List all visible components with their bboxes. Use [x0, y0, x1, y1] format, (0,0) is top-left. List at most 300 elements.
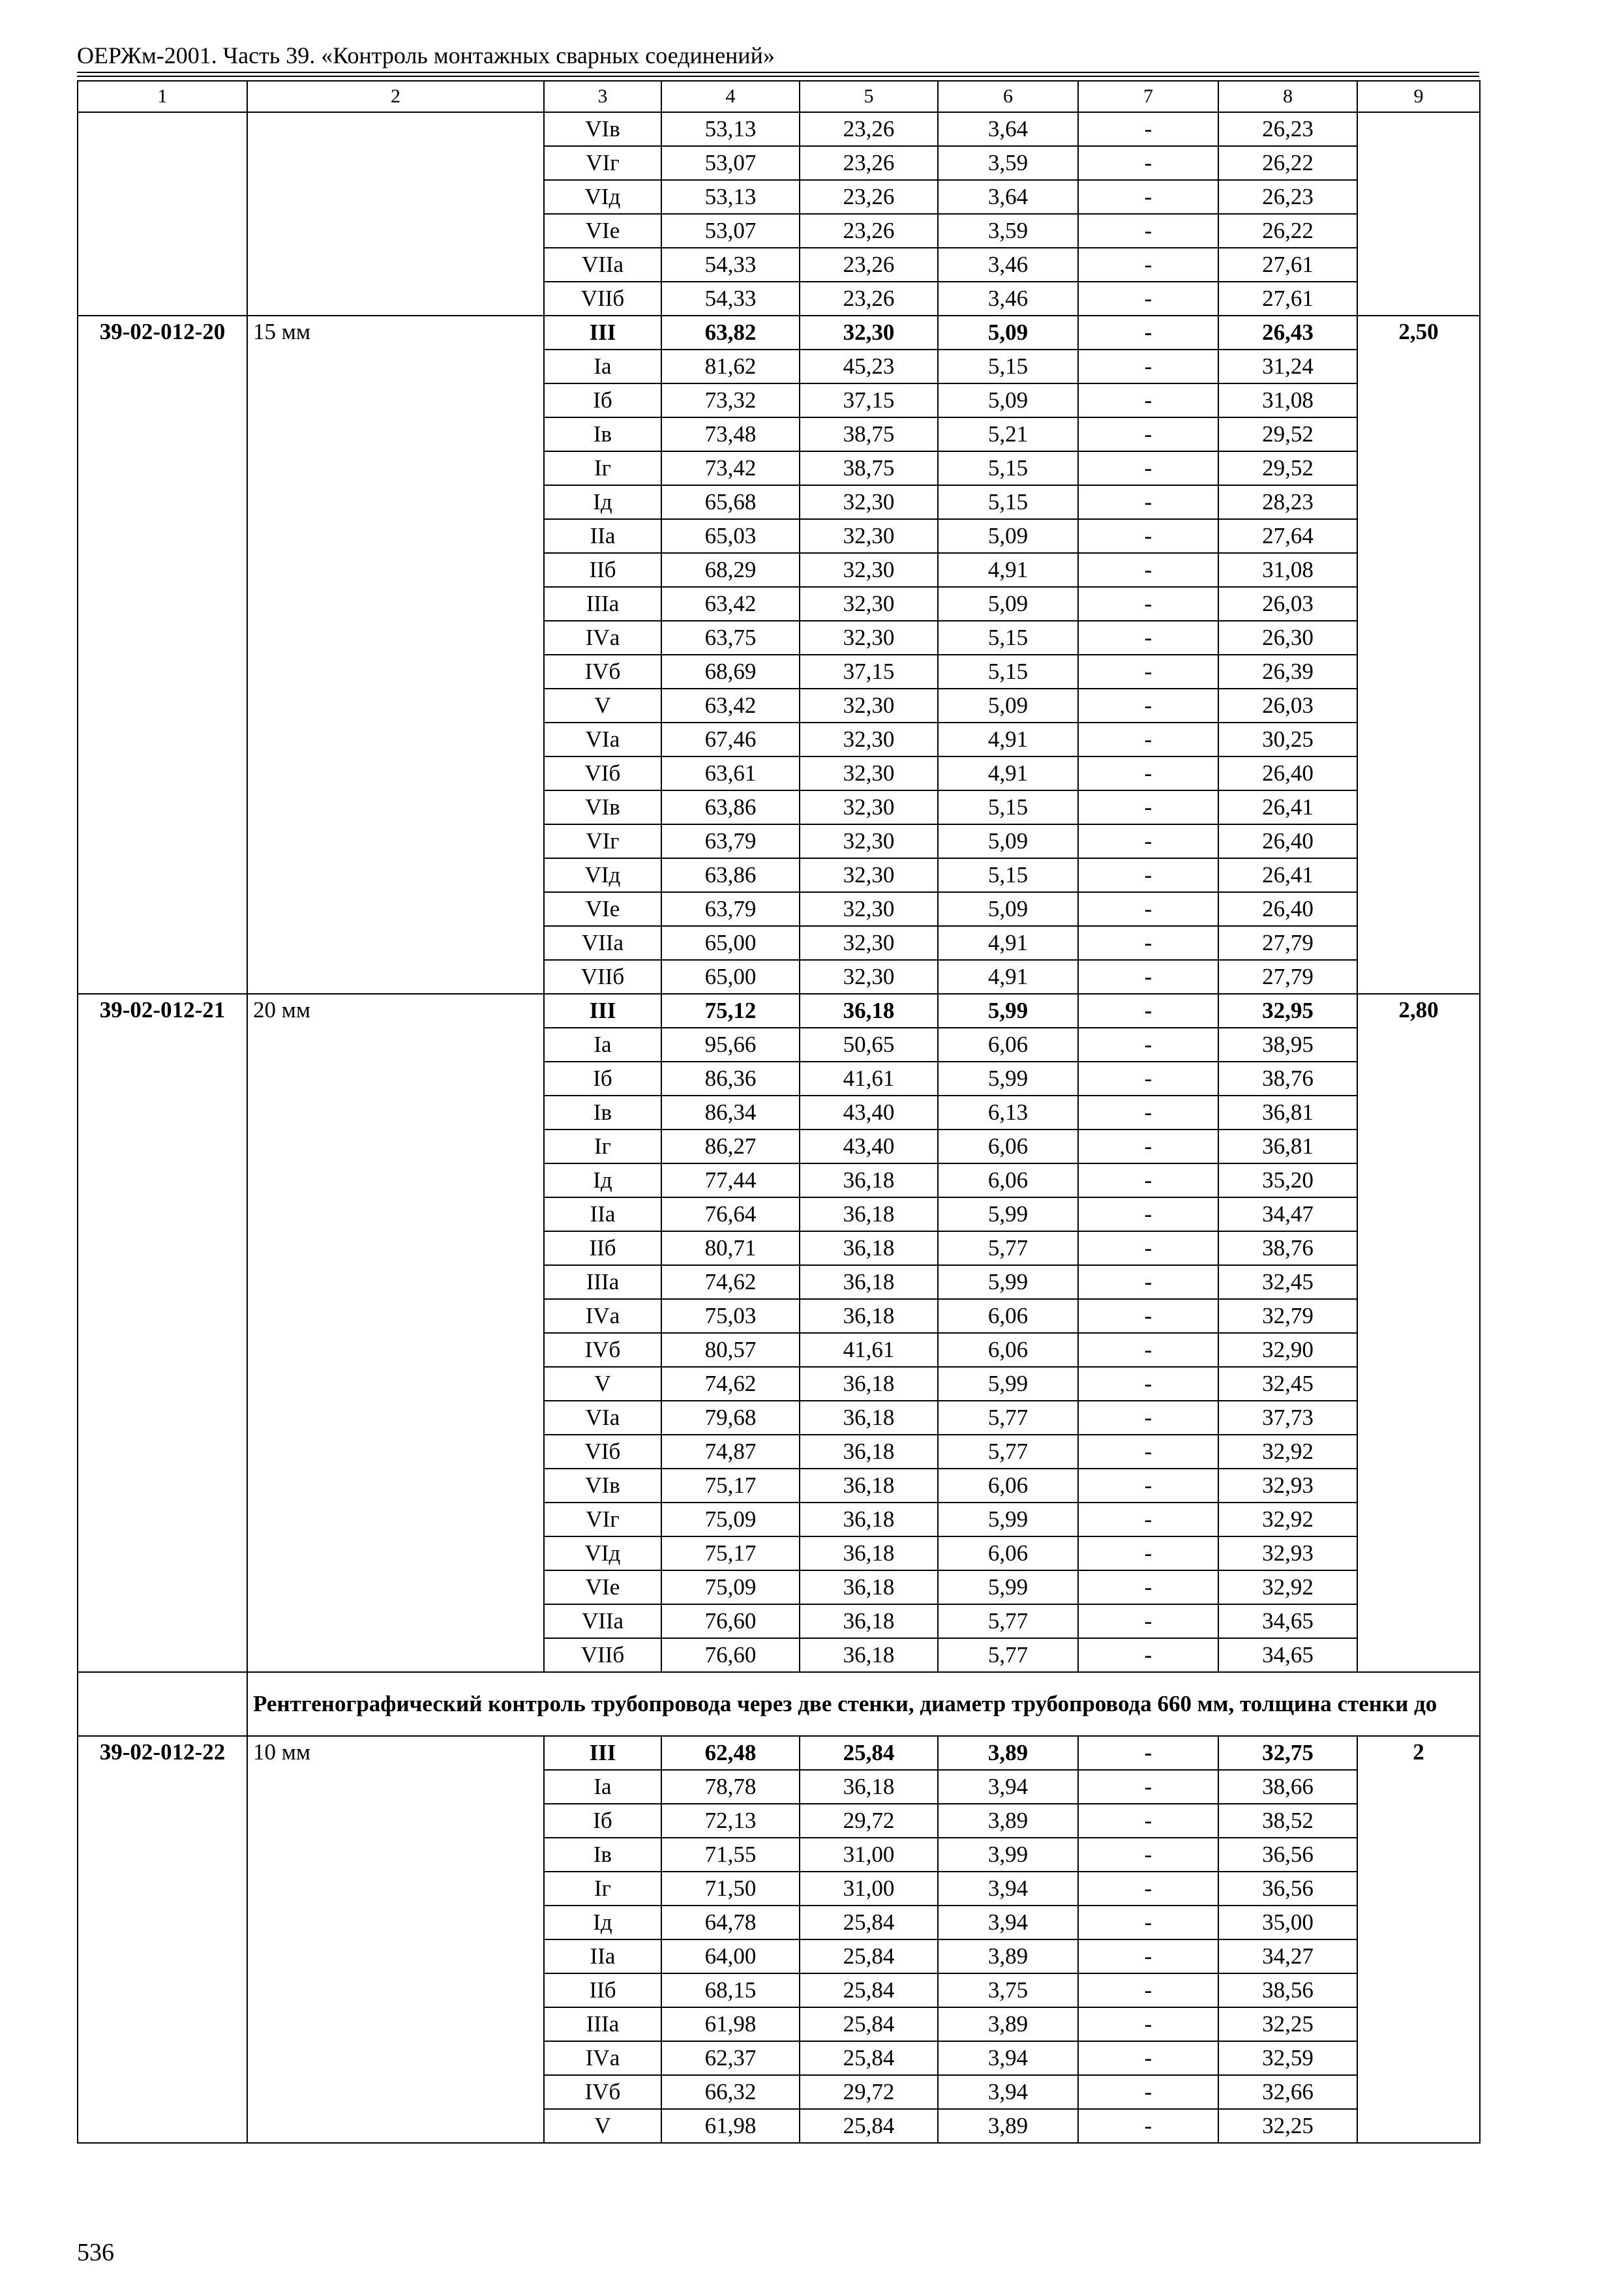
- value-cell: 5,09: [938, 587, 1078, 621]
- category-cell: VIг: [544, 824, 661, 858]
- value-cell: 5,77: [938, 1604, 1078, 1638]
- value-cell: -: [1078, 1163, 1218, 1197]
- value-cell: 63,42: [661, 587, 800, 621]
- value-cell: 4,91: [938, 926, 1078, 960]
- value-cell: 36,18: [800, 1469, 938, 1503]
- value-cell: 5,09: [938, 824, 1078, 858]
- value-cell: 38,76: [1218, 1062, 1357, 1096]
- value-cell: 50,65: [800, 1028, 938, 1062]
- value-cell: 79,68: [661, 1401, 800, 1435]
- value-cell: 5,15: [938, 451, 1078, 485]
- value-cell: -: [1078, 214, 1218, 248]
- value-cell: 5,99: [938, 1062, 1078, 1096]
- value-cell: 32,45: [1218, 1265, 1357, 1299]
- value-cell: -: [1078, 1062, 1218, 1096]
- value-cell: -: [1078, 1367, 1218, 1401]
- value-cell: -: [1078, 180, 1218, 214]
- category-cell: Iг: [544, 1872, 661, 1906]
- value-cell: 5,15: [938, 655, 1078, 689]
- category-cell: Iв: [544, 417, 661, 451]
- value-cell: 75,09: [661, 1503, 800, 1536]
- value-cell: 32,92: [1218, 1570, 1357, 1604]
- value-cell: 32,95: [1218, 994, 1357, 1028]
- value-cell: 6,13: [938, 1096, 1078, 1130]
- value-cell: 6,06: [938, 1469, 1078, 1503]
- value-cell: 6,06: [938, 1163, 1078, 1197]
- value-cell: 5,77: [938, 1231, 1078, 1265]
- value-cell: 32,59: [1218, 2041, 1357, 2075]
- value-cell: 74,87: [661, 1435, 800, 1469]
- category-cell: IVб: [544, 655, 661, 689]
- header-rule: [77, 72, 1479, 73]
- category-cell: IIа: [544, 519, 661, 553]
- category-cell: III: [544, 316, 661, 350]
- value-cell: 26,03: [1218, 689, 1357, 723]
- value-cell: 75,12: [661, 994, 800, 1028]
- code-cell: 39-02-012-22: [78, 1736, 247, 2143]
- category-cell: VIб: [544, 1435, 661, 1469]
- page-header: ОЕРЖм-2001. Часть 39. «Контроль монтажных сварных соединений»: [77, 42, 775, 68]
- value-cell: 38,75: [800, 451, 938, 485]
- value-cell: 38,66: [1218, 1770, 1357, 1804]
- code-cell: 39-02-012-21: [78, 994, 247, 1672]
- category-cell: IIIа: [544, 1265, 661, 1299]
- value-cell: 5,15: [938, 485, 1078, 519]
- value-cell: 23,26: [800, 146, 938, 180]
- category-cell: Iа: [544, 1028, 661, 1062]
- thickness-cell: 20 мм: [247, 994, 544, 1672]
- value-cell: 5,99: [938, 994, 1078, 1028]
- value-cell: 5,77: [938, 1638, 1078, 1672]
- value-cell: 68,69: [661, 655, 800, 689]
- value-cell: 86,34: [661, 1096, 800, 1130]
- value-cell: 29,52: [1218, 451, 1357, 485]
- value-cell: 5,99: [938, 1367, 1078, 1401]
- value-cell: 5,99: [938, 1265, 1078, 1299]
- value-cell: 34,47: [1218, 1197, 1357, 1231]
- value-cell: 80,71: [661, 1231, 800, 1265]
- value-cell: -: [1078, 858, 1218, 892]
- value-cell: 86,27: [661, 1130, 800, 1163]
- category-cell: VIв: [544, 1469, 661, 1503]
- value-cell: 27,61: [1218, 282, 1357, 316]
- value-cell: 23,26: [800, 112, 938, 146]
- value-cell: 76,64: [661, 1197, 800, 1231]
- table-row: [78, 994, 1480, 1028]
- value-cell: 26,40: [1218, 756, 1357, 790]
- value-cell: 26,40: [1218, 824, 1357, 858]
- category-cell: V: [544, 689, 661, 723]
- value-cell: 32,30: [800, 689, 938, 723]
- category-cell: VIв: [544, 112, 661, 146]
- value-cell: 26,30: [1218, 621, 1357, 655]
- category-cell: Iд: [544, 1906, 661, 1939]
- value-cell: -: [1078, 553, 1218, 587]
- value-cell: -: [1078, 1838, 1218, 1872]
- value-cell: 36,18: [800, 1367, 938, 1401]
- category-cell: IIа: [544, 1197, 661, 1231]
- value-cell: -: [1078, 587, 1218, 621]
- category-cell: VIIа: [544, 926, 661, 960]
- value-cell: 36,18: [800, 1401, 938, 1435]
- category-cell: Iв: [544, 1096, 661, 1130]
- value-cell: 65,00: [661, 960, 800, 994]
- value-cell: 3,64: [938, 180, 1078, 214]
- value-cell: -: [1078, 1028, 1218, 1062]
- value-cell: -: [1078, 1096, 1218, 1130]
- value-cell: -: [1078, 1570, 1218, 1604]
- value-cell: 34,65: [1218, 1638, 1357, 1672]
- section-heading-row: [78, 1672, 1480, 1736]
- category-cell: Iг: [544, 1130, 661, 1163]
- value-cell: 43,40: [800, 1096, 938, 1130]
- value-cell: 32,25: [1218, 2007, 1357, 2041]
- value-cell: 5,09: [938, 316, 1078, 350]
- value-cell: 34,65: [1218, 1604, 1357, 1638]
- thickness-cell: [247, 112, 544, 316]
- value-cell: 64,78: [661, 1906, 800, 1939]
- column-header: 7: [1078, 81, 1218, 112]
- value-cell: 5,21: [938, 417, 1078, 451]
- value-cell: 23,26: [800, 180, 938, 214]
- value-cell: 32,30: [800, 858, 938, 892]
- value-cell: 5,77: [938, 1435, 1078, 1469]
- category-cell: Iа: [544, 1770, 661, 1804]
- value-cell: 32,93: [1218, 1536, 1357, 1570]
- value-cell: -: [1078, 1503, 1218, 1536]
- value-cell: -: [1078, 994, 1218, 1028]
- value-cell: 32,30: [800, 316, 938, 350]
- value-cell: 3,94: [938, 2075, 1078, 2109]
- value-cell: 37,15: [800, 655, 938, 689]
- value-cell: 29,72: [800, 1804, 938, 1838]
- category-cell: III: [544, 1736, 661, 1770]
- value-cell: 5,09: [938, 892, 1078, 926]
- value-cell: 3,59: [938, 214, 1078, 248]
- value-cell: 76,60: [661, 1638, 800, 1672]
- value-cell: 32,92: [1218, 1435, 1357, 1469]
- value-cell: 45,23: [800, 350, 938, 383]
- value-cell: 65,00: [661, 926, 800, 960]
- value-cell: 5,15: [938, 858, 1078, 892]
- column-header: 5: [800, 81, 938, 112]
- value-cell: 61,98: [661, 2109, 800, 2143]
- value-cell: 3,46: [938, 248, 1078, 282]
- value-cell: 68,15: [661, 1973, 800, 2007]
- value-cell: -: [1078, 485, 1218, 519]
- value-cell: 3,89: [938, 1939, 1078, 1973]
- empty-cell: [78, 1672, 247, 1736]
- value-cell: 26,41: [1218, 858, 1357, 892]
- category-cell: IVа: [544, 1299, 661, 1333]
- col9-cell: 2,50: [1357, 316, 1480, 994]
- value-cell: 32,75: [1218, 1736, 1357, 1770]
- value-cell: 78,78: [661, 1770, 800, 1804]
- value-cell: -: [1078, 824, 1218, 858]
- value-cell: 3,99: [938, 1838, 1078, 1872]
- value-cell: 4,91: [938, 723, 1078, 756]
- value-cell: 25,84: [800, 2007, 938, 2041]
- value-cell: 32,25: [1218, 2109, 1357, 2143]
- value-cell: 67,46: [661, 723, 800, 756]
- category-cell: VIд: [544, 1536, 661, 1570]
- category-cell: IIIа: [544, 2007, 661, 2041]
- value-cell: -: [1078, 1536, 1218, 1570]
- col9-cell: 2: [1357, 1736, 1480, 2143]
- value-cell: -: [1078, 1265, 1218, 1299]
- value-cell: 32,30: [800, 519, 938, 553]
- value-cell: 4,91: [938, 756, 1078, 790]
- value-cell: 25,84: [800, 1906, 938, 1939]
- value-cell: 36,18: [800, 1435, 938, 1469]
- value-cell: 4,91: [938, 553, 1078, 587]
- value-cell: 66,32: [661, 2075, 800, 2109]
- value-cell: 27,61: [1218, 248, 1357, 282]
- value-cell: 23,26: [800, 214, 938, 248]
- value-cell: 32,90: [1218, 1333, 1357, 1367]
- value-cell: 72,13: [661, 1804, 800, 1838]
- category-cell: Iб: [544, 1062, 661, 1096]
- value-cell: 25,84: [800, 1939, 938, 1973]
- value-cell: 73,42: [661, 451, 800, 485]
- value-cell: -: [1078, 621, 1218, 655]
- value-cell: 31,08: [1218, 553, 1357, 587]
- table-row: [78, 316, 1480, 350]
- value-cell: 32,30: [800, 756, 938, 790]
- value-cell: 38,52: [1218, 1804, 1357, 1838]
- value-cell: -: [1078, 519, 1218, 553]
- code-cell: 39-02-012-20: [78, 316, 247, 994]
- value-cell: 75,17: [661, 1469, 800, 1503]
- value-cell: 95,66: [661, 1028, 800, 1062]
- value-cell: -: [1078, 1299, 1218, 1333]
- value-cell: 5,15: [938, 790, 1078, 824]
- value-cell: 28,23: [1218, 485, 1357, 519]
- value-cell: 6,06: [938, 1536, 1078, 1570]
- value-cell: 36,18: [800, 1299, 938, 1333]
- column-header-row: [78, 81, 1480, 112]
- value-cell: 62,48: [661, 1736, 800, 1770]
- value-cell: 6,06: [938, 1028, 1078, 1062]
- value-cell: 5,15: [938, 621, 1078, 655]
- code-cell: [78, 112, 247, 316]
- value-cell: 86,36: [661, 1062, 800, 1096]
- value-cell: 53,07: [661, 214, 800, 248]
- value-cell: -: [1078, 960, 1218, 994]
- value-cell: 5,09: [938, 383, 1078, 417]
- value-cell: 32,45: [1218, 1367, 1357, 1401]
- value-cell: 27,64: [1218, 519, 1357, 553]
- value-cell: 26,22: [1218, 146, 1357, 180]
- value-cell: -: [1078, 1333, 1218, 1367]
- category-cell: IVб: [544, 1333, 661, 1367]
- value-cell: -: [1078, 1231, 1218, 1265]
- category-cell: IIб: [544, 1231, 661, 1265]
- category-cell: VIIа: [544, 1604, 661, 1638]
- value-cell: 32,30: [800, 553, 938, 587]
- value-cell: -: [1078, 1638, 1218, 1672]
- category-cell: VIг: [544, 1503, 661, 1536]
- value-cell: 6,06: [938, 1299, 1078, 1333]
- value-cell: 31,00: [800, 1838, 938, 1872]
- value-cell: 75,09: [661, 1570, 800, 1604]
- value-cell: 25,84: [800, 2041, 938, 2075]
- value-cell: 71,50: [661, 1872, 800, 1906]
- value-cell: 27,79: [1218, 960, 1357, 994]
- section-heading: Рентгенографический контроль трубопровода через две стенки, диаметр трубопровода 660 мм, толщина стенки до: [247, 1672, 1480, 1736]
- category-cell: IVб: [544, 2075, 661, 2109]
- category-cell: IVа: [544, 621, 661, 655]
- thickness-cell: 15 мм: [247, 316, 544, 994]
- value-cell: -: [1078, 1770, 1218, 1804]
- value-cell: 63,82: [661, 316, 800, 350]
- category-cell: VIг: [544, 146, 661, 180]
- category-cell: VIб: [544, 756, 661, 790]
- value-cell: 32,30: [800, 790, 938, 824]
- value-cell: 36,18: [800, 1503, 938, 1536]
- value-cell: -: [1078, 892, 1218, 926]
- rates-table: [77, 80, 1481, 2144]
- value-cell: 26,23: [1218, 180, 1357, 214]
- value-cell: 54,33: [661, 248, 800, 282]
- column-header: 4: [661, 81, 800, 112]
- category-cell: VIе: [544, 892, 661, 926]
- value-cell: 36,18: [800, 1536, 938, 1570]
- value-cell: -: [1078, 146, 1218, 180]
- value-cell: 35,20: [1218, 1163, 1357, 1197]
- category-cell: IIа: [544, 1939, 661, 1973]
- value-cell: 3,89: [938, 1804, 1078, 1838]
- value-cell: 38,75: [800, 417, 938, 451]
- value-cell: 74,62: [661, 1265, 800, 1299]
- value-cell: 76,60: [661, 1604, 800, 1638]
- value-cell: 3,89: [938, 2007, 1078, 2041]
- value-cell: 81,62: [661, 350, 800, 383]
- value-cell: 53,13: [661, 180, 800, 214]
- value-cell: 30,25: [1218, 723, 1357, 756]
- category-cell: VIв: [544, 790, 661, 824]
- value-cell: 77,44: [661, 1163, 800, 1197]
- value-cell: 36,18: [800, 1163, 938, 1197]
- value-cell: -: [1078, 282, 1218, 316]
- value-cell: -: [1078, 689, 1218, 723]
- value-cell: 63,42: [661, 689, 800, 723]
- header-rule: [77, 76, 1479, 77]
- value-cell: 63,61: [661, 756, 800, 790]
- category-cell: VIIб: [544, 960, 661, 994]
- value-cell: -: [1078, 451, 1218, 485]
- category-cell: Iд: [544, 485, 661, 519]
- table-body: [78, 81, 1480, 2143]
- category-cell: Iг: [544, 451, 661, 485]
- value-cell: 5,99: [938, 1503, 1078, 1536]
- value-cell: -: [1078, 2007, 1218, 2041]
- value-cell: 32,30: [800, 587, 938, 621]
- category-cell: VIе: [544, 1570, 661, 1604]
- column-header: 2: [247, 81, 544, 112]
- value-cell: 32,30: [800, 723, 938, 756]
- category-cell: Iб: [544, 383, 661, 417]
- value-cell: 25,84: [800, 1736, 938, 1770]
- value-cell: -: [1078, 1872, 1218, 1906]
- category-cell: VIIа: [544, 248, 661, 282]
- value-cell: 36,56: [1218, 1838, 1357, 1872]
- value-cell: -: [1078, 723, 1218, 756]
- category-cell: IIIа: [544, 587, 661, 621]
- value-cell: -: [1078, 756, 1218, 790]
- value-cell: 36,81: [1218, 1130, 1357, 1163]
- value-cell: -: [1078, 1435, 1218, 1469]
- value-cell: 32,30: [800, 926, 938, 960]
- value-cell: 3,59: [938, 146, 1078, 180]
- value-cell: -: [1078, 417, 1218, 451]
- table-row: [78, 112, 1480, 146]
- value-cell: -: [1078, 1604, 1218, 1638]
- value-cell: -: [1078, 1804, 1218, 1838]
- value-cell: 54,33: [661, 282, 800, 316]
- value-cell: 75,17: [661, 1536, 800, 1570]
- value-cell: -: [1078, 2041, 1218, 2075]
- value-cell: 71,55: [661, 1838, 800, 1872]
- category-cell: VIа: [544, 1401, 661, 1435]
- thickness-cell: 10 мм: [247, 1736, 544, 2143]
- value-cell: 35,00: [1218, 1906, 1357, 1939]
- category-cell: III: [544, 994, 661, 1028]
- value-cell: -: [1078, 350, 1218, 383]
- category-cell: IIб: [544, 553, 661, 587]
- category-cell: VIа: [544, 723, 661, 756]
- value-cell: -: [1078, 790, 1218, 824]
- value-cell: -: [1078, 1197, 1218, 1231]
- value-cell: -: [1078, 926, 1218, 960]
- value-cell: -: [1078, 1401, 1218, 1435]
- category-cell: IIб: [544, 1973, 661, 2007]
- category-cell: V: [544, 1367, 661, 1401]
- value-cell: 43,40: [800, 1130, 938, 1163]
- value-cell: 29,72: [800, 2075, 938, 2109]
- value-cell: 6,06: [938, 1333, 1078, 1367]
- category-cell: V: [544, 2109, 661, 2143]
- column-header: 6: [938, 81, 1078, 112]
- category-cell: VIIб: [544, 282, 661, 316]
- category-cell: Iд: [544, 1163, 661, 1197]
- value-cell: 26,43: [1218, 316, 1357, 350]
- category-cell: VIд: [544, 180, 661, 214]
- value-cell: 37,15: [800, 383, 938, 417]
- value-cell: -: [1078, 1469, 1218, 1503]
- value-cell: -: [1078, 383, 1218, 417]
- value-cell: 32,66: [1218, 2075, 1357, 2109]
- value-cell: 36,18: [800, 1197, 938, 1231]
- value-cell: 37,73: [1218, 1401, 1357, 1435]
- value-cell: 23,26: [800, 248, 938, 282]
- value-cell: 63,79: [661, 824, 800, 858]
- value-cell: 36,18: [800, 1604, 938, 1638]
- column-header: 1: [78, 81, 247, 112]
- value-cell: -: [1078, 1973, 1218, 2007]
- value-cell: 64,00: [661, 1939, 800, 1973]
- value-cell: 31,08: [1218, 383, 1357, 417]
- value-cell: 29,52: [1218, 417, 1357, 451]
- value-cell: 61,98: [661, 2007, 800, 2041]
- category-cell: VIд: [544, 858, 661, 892]
- value-cell: 80,57: [661, 1333, 800, 1367]
- value-cell: 3,64: [938, 112, 1078, 146]
- value-cell: 53,13: [661, 112, 800, 146]
- page-number: 536: [77, 2239, 114, 2266]
- value-cell: 73,48: [661, 417, 800, 451]
- value-cell: -: [1078, 2075, 1218, 2109]
